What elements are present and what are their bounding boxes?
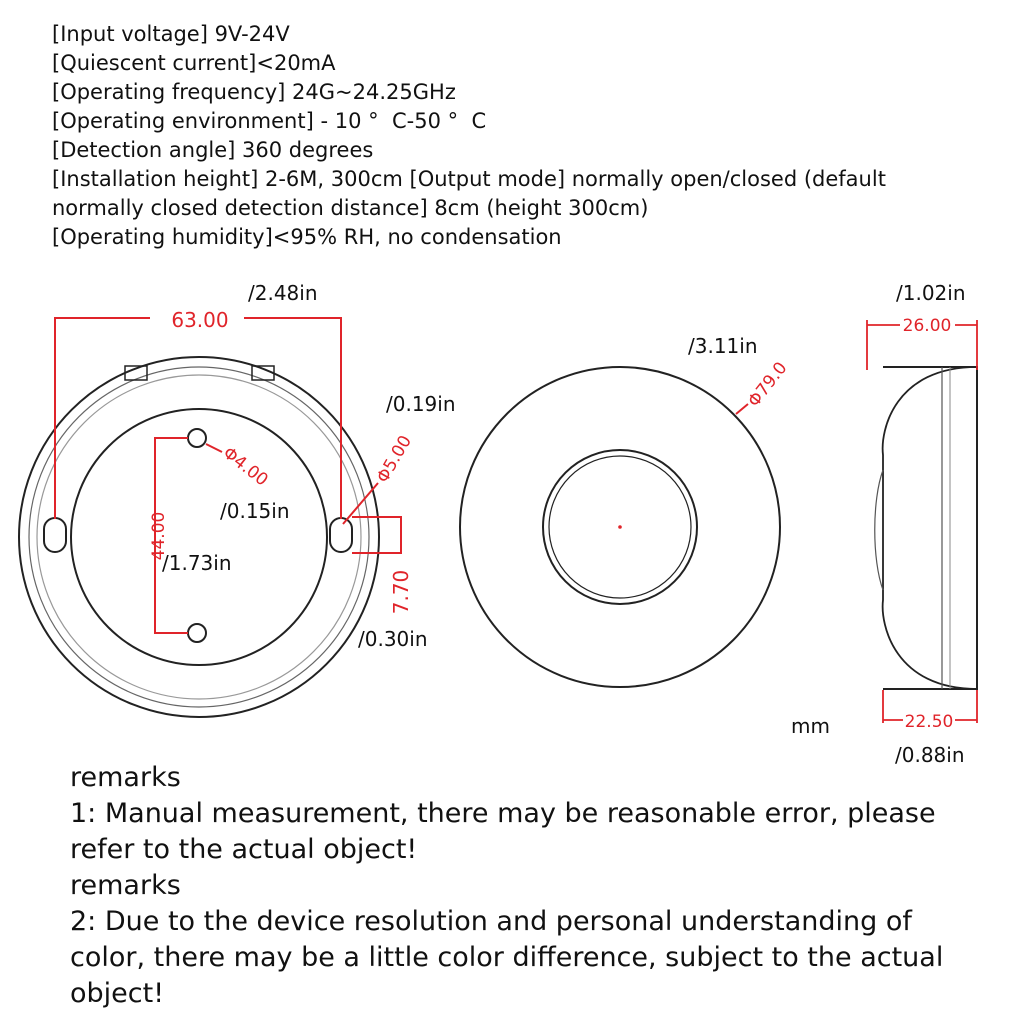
remarks-heading-2: remarks: [70, 870, 181, 901]
slot-len-dim-label: 7.70: [389, 569, 413, 615]
remark-1-text: 1: Manual measurement, there may be reasonable error, please refer to the actual object!: [70, 798, 936, 865]
width-dim-line-left: [55, 318, 150, 519]
spec-input-voltage: [Input voltage] 9V-24V: [52, 22, 290, 46]
hole-spacing-dim-label: 44.00: [149, 511, 169, 561]
screw-hole-bottom: [188, 624, 206, 642]
screw-hole-top: [188, 429, 206, 447]
hole-dia-leader: [206, 444, 222, 452]
height-dim-label: 26.00: [902, 316, 952, 336]
back-outer-rim: [19, 357, 379, 717]
diameter-inch-label: /3.11in: [688, 334, 758, 358]
spec-operating-frequency: [Operating frequency] 24G~24.25GHz: [52, 80, 456, 104]
spec-quiescent-current: [Quiescent current]<20mA: [52, 51, 336, 75]
hole-spacing-inch-label: /1.73in: [162, 551, 232, 575]
side-lens-bulge: [875, 470, 883, 590]
side-view: [875, 367, 977, 689]
unit-label: mm: [791, 714, 830, 738]
width-inch-label: /2.48in: [248, 281, 318, 305]
slot-dia-dim-label: Φ5.00: [373, 432, 416, 487]
slot-len-dim-line: [352, 517, 401, 553]
spec-operating-humidity: [Operating humidity]<95% RH, no condensation: [52, 225, 562, 249]
slot-len-inch-label: /0.30in: [358, 627, 428, 651]
height-inch-label: /1.02in: [896, 281, 966, 305]
mount-slot-left: [44, 518, 66, 552]
base-dim-label: 22.50: [904, 712, 954, 732]
slot-dia-inch-label: /0.19in: [386, 392, 456, 416]
mount-slot-right: [330, 518, 352, 552]
remarks-heading-1: remarks: [70, 762, 181, 793]
hole-dia-inch-label: /0.15in: [220, 499, 290, 523]
spec-detection-distance: normally closed detection distance] 8cm (height 300cm): [52, 196, 649, 220]
back-rim-inner-edge: [29, 367, 369, 707]
base-inch-label: /0.88in: [895, 743, 965, 767]
spec-installation-height: [Installation height] 2-6M, 300cm [Output mode] normally open/closed (default: [52, 167, 886, 191]
diameter-leader: [736, 404, 748, 414]
back-view: [19, 357, 379, 717]
diameter-dim-label: Φ79.0: [744, 358, 792, 412]
hole-dia-dim-label: Φ4.00: [218, 443, 272, 491]
spec-operating-environment: [Operating environment] - 10 ° C-50 ° C: [52, 109, 487, 133]
width-dim-label: 63.00: [171, 308, 229, 332]
remarks-section: [70, 760, 970, 1012]
remark-2-text: 2: Due to the device resolution and personal understanding of color, there may be a little color difference, subject to the actual object!: [70, 906, 944, 1009]
spec-detection-angle: [Detection angle] 360 degrees: [52, 138, 374, 162]
back-rim-ridge: [37, 375, 361, 699]
front-center-mark: [618, 525, 622, 529]
side-base-outline: [883, 367, 977, 689]
side-dome-profile: [883, 367, 977, 689]
